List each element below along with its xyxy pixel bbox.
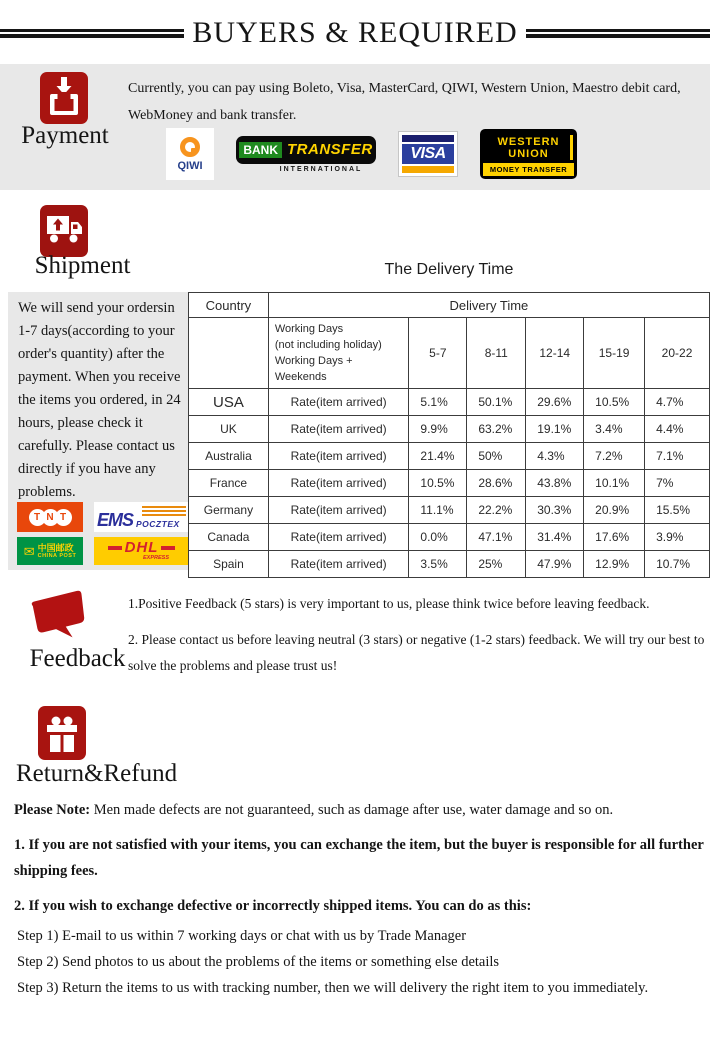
country-cell: Canada bbox=[189, 524, 269, 551]
feedback-label: Feedback bbox=[29, 645, 126, 672]
value-cell: 63.2% bbox=[467, 416, 526, 443]
value-cell: 12.9% bbox=[584, 551, 645, 578]
western-union-logo bbox=[480, 129, 577, 179]
payment-description: Currently, you can pay using Boleto, Visa, MasterCard, QIWI, Western Union, Maestro debit card, WebMoney and bank transfer. bbox=[128, 81, 681, 123]
table-row bbox=[189, 416, 710, 443]
delivery-time-title: The Delivery Time bbox=[384, 261, 514, 278]
china-post-emblem-icon: ✉ bbox=[23, 543, 35, 559]
rate-cell: Rate(item arrived) bbox=[268, 416, 409, 443]
china-post-cn: 中国邮政 bbox=[37, 542, 74, 553]
value-cell: 3.4% bbox=[584, 416, 645, 443]
value-cell: 4.4% bbox=[645, 416, 710, 443]
feedback-point-2: 2. Please contact us before leaving neutral (3 stars) or negative (1-2 stars) feedback. We will try our best to solve the problems and please trust us! bbox=[128, 632, 705, 673]
range-header: 15-19 bbox=[584, 318, 645, 389]
china-post-en: CHINA POST bbox=[37, 552, 77, 559]
return-policy-2: 2. If you wish to exchange defective or incorrectly shipped items. You can do as this: bbox=[14, 898, 532, 914]
delivery-time-table bbox=[188, 292, 710, 578]
value-cell: 30.3% bbox=[526, 497, 584, 524]
table-row bbox=[189, 524, 710, 551]
return-steps bbox=[17, 923, 705, 1001]
value-cell: 15.5% bbox=[645, 497, 710, 524]
china-post-logo bbox=[17, 537, 83, 565]
country-cell: Australia bbox=[189, 443, 269, 470]
return-step: Step 3) Return the items to us with tracking number, then we will delivery the right item to you immediately. bbox=[17, 980, 649, 996]
payment-logos bbox=[166, 128, 577, 180]
value-cell: 20.9% bbox=[584, 497, 645, 524]
dhl-word: DHL bbox=[124, 539, 159, 556]
value-cell: 17.6% bbox=[584, 524, 645, 551]
value-cell: 7% bbox=[645, 470, 710, 497]
ems-pocztex-logo bbox=[94, 502, 189, 532]
country-cell: Germany bbox=[189, 497, 269, 524]
dhl-dash-icon bbox=[108, 546, 122, 550]
country-header: Country bbox=[189, 293, 269, 318]
value-cell: 5.1% bbox=[409, 389, 467, 416]
wu-money-transfer: MONEY TRANSFER bbox=[483, 163, 574, 176]
rate-cell: Rate(item arrived) bbox=[268, 470, 409, 497]
bank-transfer-logo bbox=[236, 136, 376, 173]
return-refund-label: Return&Refund bbox=[16, 760, 178, 787]
value-cell: 28.6% bbox=[467, 470, 526, 497]
value-cell: 3.9% bbox=[645, 524, 710, 551]
value-cell: 3.5% bbox=[409, 551, 467, 578]
rate-cell: Rate(item arrived) bbox=[268, 443, 409, 470]
shipment-info-panel bbox=[8, 292, 188, 570]
feedback-bubble-icon bbox=[20, 588, 98, 652]
international-word: INTERNATIONAL bbox=[279, 165, 363, 173]
rate-cell: Rate(item arrived) bbox=[268, 551, 409, 578]
table-row bbox=[189, 497, 710, 524]
value-cell: 47.9% bbox=[526, 551, 584, 578]
wu-western: WESTERN bbox=[497, 135, 560, 148]
value-cell: 10.7% bbox=[645, 551, 710, 578]
value-cell: 7.2% bbox=[584, 443, 645, 470]
visa-bottom-stripe bbox=[402, 166, 454, 173]
value-cell: 10.5% bbox=[584, 389, 645, 416]
feedback-point-1: 1.Positive Feedback (5 stars) is very important to us, please think twice before leaving feedback. bbox=[128, 596, 650, 611]
value-cell: 10.1% bbox=[584, 470, 645, 497]
table-row bbox=[189, 443, 710, 470]
tnt-letter: T bbox=[29, 509, 46, 526]
method-cell: Working Days (not including holiday) Working Days + Weekends bbox=[268, 318, 409, 389]
return-policy-1: 1. If you are not satisfied with your items, you can exchange the item, but the buyer is responsible for all further shipping fees. bbox=[14, 837, 704, 879]
value-cell: 4.3% bbox=[526, 443, 584, 470]
header-rule-right bbox=[526, 29, 710, 38]
payment-icon bbox=[40, 72, 88, 124]
value-cell: 10.5% bbox=[409, 470, 467, 497]
range-header: 20-22 bbox=[645, 318, 710, 389]
table-row bbox=[189, 470, 710, 497]
ems-word: EMS bbox=[97, 510, 134, 530]
payment-section bbox=[0, 64, 710, 190]
please-note-text: Men made defects are not guaranteed, such as damage after use, water damage and so on. bbox=[90, 802, 614, 818]
tnt-letter: T bbox=[55, 509, 72, 526]
rate-cell: Rate(item arrived) bbox=[268, 497, 409, 524]
table-row bbox=[189, 389, 710, 416]
value-cell: 19.1% bbox=[526, 416, 584, 443]
shipment-paragraph: We will send your ordersin 1-7 days(according to your order's quantity) after the payment. When you receive the items you ordered, in 24 hours, please check it carefully. Please contact us directly if you have any problems. bbox=[18, 300, 181, 500]
visa-logo bbox=[398, 131, 458, 177]
value-cell: 7.1% bbox=[645, 443, 710, 470]
value-cell: 9.9% bbox=[409, 416, 467, 443]
country-cell: France bbox=[189, 470, 269, 497]
payment-label: Payment bbox=[21, 122, 109, 149]
qiwi-word: QIWI bbox=[177, 159, 203, 172]
value-cell: 31.4% bbox=[526, 524, 584, 551]
rate-cell: Rate(item arrived) bbox=[268, 524, 409, 551]
value-cell: 43.8% bbox=[526, 470, 584, 497]
page-header bbox=[0, 16, 710, 50]
transfer-word: TRANSFER bbox=[287, 141, 373, 158]
return-step: Step 2) Send photos to us about the problems of the items or something else details bbox=[17, 954, 500, 970]
tnt-letter: N bbox=[42, 509, 59, 526]
gift-box-icon bbox=[38, 706, 86, 760]
pocztex-word: POCZTEX bbox=[136, 519, 180, 529]
value-cell: 22.2% bbox=[467, 497, 526, 524]
qiwi-logo bbox=[166, 128, 214, 180]
shipment-label: Shipment bbox=[34, 252, 131, 279]
page-title: BUYERS & REQUIRED bbox=[192, 16, 518, 49]
range-header: 5-7 bbox=[409, 318, 467, 389]
dhl-express: EXPRESS bbox=[143, 555, 169, 561]
tnt-logo bbox=[17, 502, 83, 532]
value-cell: 29.6% bbox=[526, 389, 584, 416]
country-cell: Spain bbox=[189, 551, 269, 578]
please-note-label: Please Note: bbox=[14, 802, 91, 818]
please-note-line bbox=[14, 802, 704, 819]
wu-union: UNION bbox=[508, 147, 549, 160]
rate-cell: Rate(item arrived) bbox=[268, 389, 409, 416]
shipment-truck-icon bbox=[40, 205, 88, 257]
dhl-dash-icon bbox=[161, 546, 175, 550]
value-cell: 0.0% bbox=[409, 524, 467, 551]
country-cell: UK bbox=[189, 416, 269, 443]
table-row bbox=[189, 551, 710, 578]
header-rule-left bbox=[0, 29, 184, 38]
value-cell: 50% bbox=[467, 443, 526, 470]
visa-top-stripe bbox=[402, 135, 454, 142]
range-header: 12-14 bbox=[526, 318, 584, 389]
value-cell: 25% bbox=[467, 551, 526, 578]
table-subheader-row bbox=[189, 318, 710, 389]
empty-cell bbox=[189, 318, 269, 389]
value-cell: 4.7% bbox=[645, 389, 710, 416]
country-cell: USA bbox=[189, 389, 269, 416]
bank-word: BANK bbox=[239, 142, 282, 158]
delivery-time-header: Delivery Time bbox=[268, 293, 709, 318]
visa-word: VISA bbox=[402, 144, 454, 164]
value-cell: 47.1% bbox=[467, 524, 526, 551]
table-header-row bbox=[189, 293, 710, 318]
value-cell: 11.1% bbox=[409, 497, 467, 524]
value-cell: 21.4% bbox=[409, 443, 467, 470]
dhl-logo bbox=[94, 537, 189, 565]
return-step: Step 1) E-mail to us within 7 working days or chat with us by Trade Manager bbox=[17, 928, 467, 944]
range-header: 8-11 bbox=[467, 318, 526, 389]
value-cell: 50.1% bbox=[467, 389, 526, 416]
qiwi-ring-icon bbox=[180, 137, 200, 157]
